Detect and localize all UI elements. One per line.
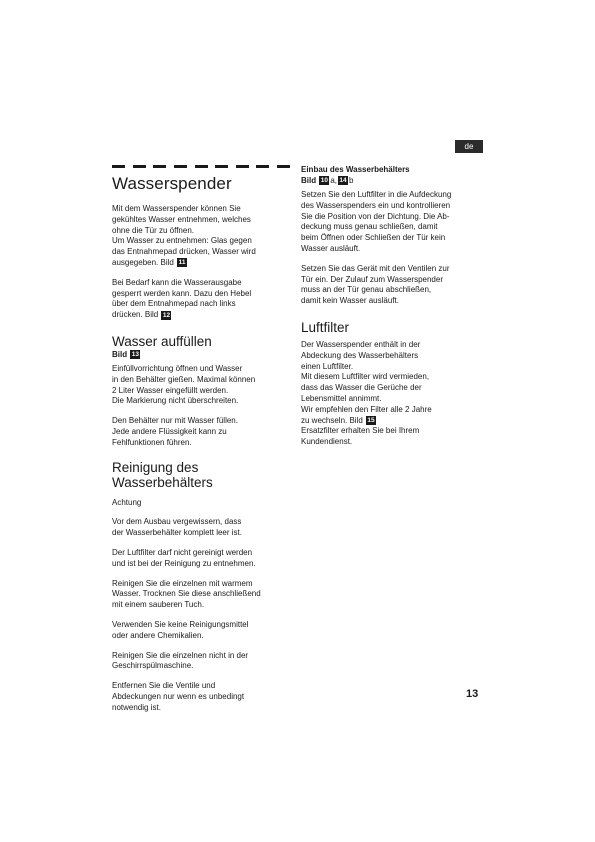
fill-figure-ref: Bild 13: [112, 349, 139, 359]
figure-ref-badge: 10: [320, 177, 328, 185]
cleaning-paragraph-1: Vor dem Ausbau vergewissern, dass der Wasserbehälter komplett leer ist.: [112, 517, 242, 538]
left-column: [112, 174, 294, 723]
cleaning-caution: Achtung: [112, 497, 142, 507]
figure-ref-badge: 15: [367, 416, 375, 424]
fill-paragraph-1: Einfüllvorrichtung öffnen und Wasser in den Behälter gießen. Maximal können 2 Liter Wasser eingefüllt werden. Die Markierung nicht überschreiten.: [112, 363, 256, 406]
intro-paragraph-2: Bei Bedarf kann die Wasserausgabe gesperrt werden kann. Dazu den Hebel über dem Entnahmepad nach links drücken. Bild 12: [112, 277, 252, 320]
fill-heading: Wasser auffüllen: [112, 333, 212, 349]
fill-paragraph-2: Den Behälter nur mit Wasser füllen. Jede andere Flüssigkeit kann zu Fehlfunktionen führen.: [112, 416, 238, 447]
language-tab: de: [455, 140, 483, 153]
intro-paragraph-1: Mit dem Wasserspender können Sie gekühltes Wasser entnehmen, welches ohne die Tür zu öffnen. Um Wasser zu entnehmen: Glas gegen das Entnahmepad drücken, Wasser wird ausgegeben. Bild 11: [112, 204, 256, 267]
figure-ref-badge: 12: [162, 311, 171, 319]
air-filter-paragraph: Der Wasserspender enthält in der Abdeckung des Wasserbehälters einen Luftfilter. Mit diesem Luftfilter wird vermieden, dass das Wasser die Gerüche der Lebensmittel annimmt. Wir empfehlen den Filter alle 2 Jahre zu wechseln. Bild 15 Ersatzfilter erhalten Sie bei Ihrem Kundendienst.: [301, 339, 432, 447]
cleaning-heading: Reinigung des Wasserbehälters: [112, 459, 213, 490]
air-filter-heading: Luftfilter: [301, 319, 350, 335]
install-figure-ref: Bild 10 a, 14 b: [301, 176, 354, 185]
page-number: 13: [466, 688, 479, 700]
figure-ref-badge: 13: [131, 351, 139, 359]
cleaning-paragraph-4: Verwenden Sie keine Reinigungsmittel oder andere Chemikalien.: [112, 619, 249, 640]
install-paragraph-2: Setzen Sie das Gerät mit den Ventilen zur Tür ein. Der Zulauf zum Wasserspender muss an der Tür genau abschließen, damit kein Wasser ausläuft.: [301, 263, 450, 306]
cleaning-paragraph-5: Reinigen Sie die einzelnen nicht in der Geschirrspülmaschine.: [112, 650, 249, 671]
section-title: Wasserspender: [112, 174, 232, 193]
cleaning-paragraph-3: Reinigen Sie die einzelnen mit warmem Wasser. Trocknen Sie diese anschließend mit einem sauberen Tuch.: [112, 578, 261, 610]
right-column: [301, 165, 483, 457]
cleaning-paragraph-6: Entfernen Sie die Ventile und Abdeckungen nur wenn es unbedingt notwendig ist.: [112, 681, 245, 712]
install-heading: Einbau des Wasserbehälters: [301, 165, 410, 174]
figure-ref-badge: 14: [339, 177, 347, 185]
section-divider-dashes: [112, 165, 290, 169]
cleaning-paragraph-2: Der Luftfilter darf nicht gereinigt werden und ist bei der Reinigung zu entnehmen.: [112, 547, 256, 568]
figure-ref-badge: 11: [178, 259, 186, 267]
install-paragraph-1: Setzen Sie den Luftfilter in die Aufdeckung des Wasserspenders ein und kontrollieren Sie die Position von der Dichtung. Die Ab- deckung muss genau schließen, damit beim Öffnen oder Schließen der Tür kein Wasser ausläuft.: [301, 190, 452, 253]
